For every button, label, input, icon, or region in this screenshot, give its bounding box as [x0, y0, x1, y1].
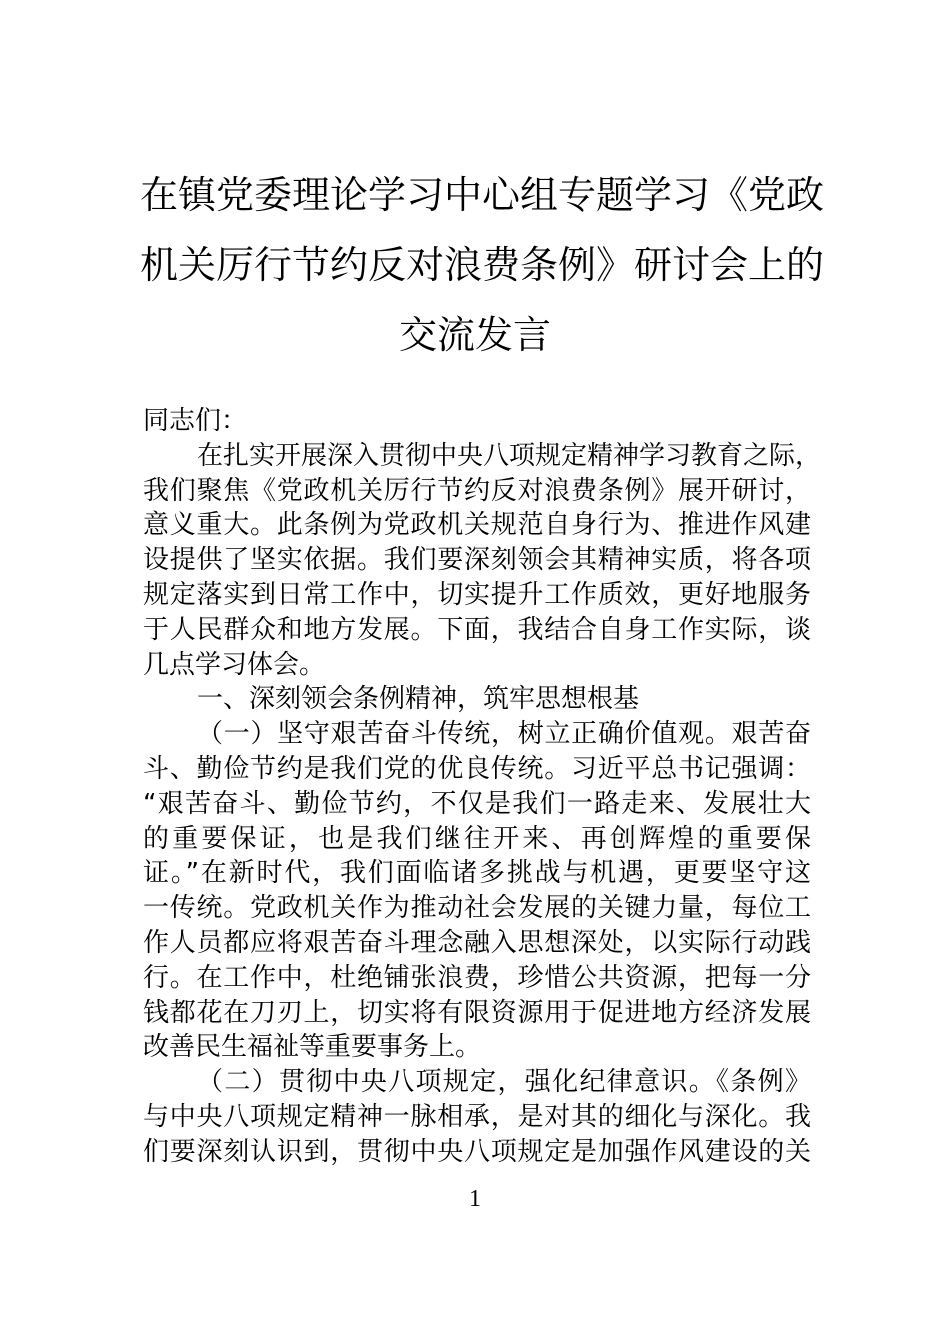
body-line: 设提供了坚实依据。我们要深刻领会其精神实质，将各项	[143, 545, 811, 576]
subsection-heading: （一）坚守艰苦奋斗传统，树立正确价值观。艰苦奋	[197, 719, 811, 750]
body-line: 行。在工作中，杜绝铺张浪费，珍惜公共资源，把每一分	[143, 962, 811, 993]
body-line: 改善民生福祉等重要事务上。	[143, 1032, 482, 1063]
document-title	[140, 160, 825, 370]
body-line: 我们聚焦《党政机关厉行节约反对浪费条例》展开研讨，	[143, 475, 811, 506]
document-body	[143, 404, 822, 1170]
title-line: 机关厉行节约反对浪费条例》研讨会上的	[140, 243, 825, 287]
body-line: 的重要保证，也是我们继往开来、再创辉煌的重要保	[143, 823, 811, 854]
body-line: 在扎实开展深入贯彻中央八项规定精神学习教育之际，	[197, 440, 822, 471]
body-line: 于人民群众和地方发展。下面，我结合自身工作实际，谈	[143, 614, 811, 645]
title-line: 交流发言	[398, 313, 551, 357]
body-line: 与中央八项规定精神一脉相承，是对其的细化与深化。我	[143, 1101, 811, 1132]
body-line: 斗、勤俭节约是我们党的优良传统。习近平总书记强调：	[143, 753, 811, 784]
body-line: “艰苦奋斗、勤俭节约，不仅是我们一路走来、发展壮大	[143, 788, 811, 819]
title-line: 在镇党委理论学习中心组专题学习《党政	[140, 173, 825, 217]
subsection-heading: （二）贯彻中央八项规定，强化纪律意识。《条例》	[197, 1067, 811, 1098]
body-line: 证。”在新时代，我们面临诸多挑战与机遇，更要坚守这	[143, 858, 811, 889]
body-line: 们要深刻认识到，贯彻中央八项规定是加强作风建设的关	[143, 1136, 811, 1167]
body-line: 几点学习体会。	[143, 649, 326, 680]
page-number: 1	[469, 1186, 481, 1212]
body-line: 一传统。党政机关作为推动社会发展的关键力量，每位工	[143, 893, 811, 924]
salutation: 同志们：	[143, 406, 248, 436]
body-line: 钱都花在刀刃上，切实将有限资源用于促进地方经济发展	[143, 997, 811, 1028]
section-heading: 一、深刻领会条例精神，筑牢思想根基	[197, 684, 640, 715]
body-line: 规定落实到日常工作中，切实提升工作质效，更好地服务	[143, 579, 811, 610]
body-line: 意义重大。此条例为党政机关规范自身行为、推进作风建	[143, 510, 811, 541]
body-line: 作人员都应将艰苦奋斗理念融入思想深处，以实际行动践	[143, 927, 811, 958]
